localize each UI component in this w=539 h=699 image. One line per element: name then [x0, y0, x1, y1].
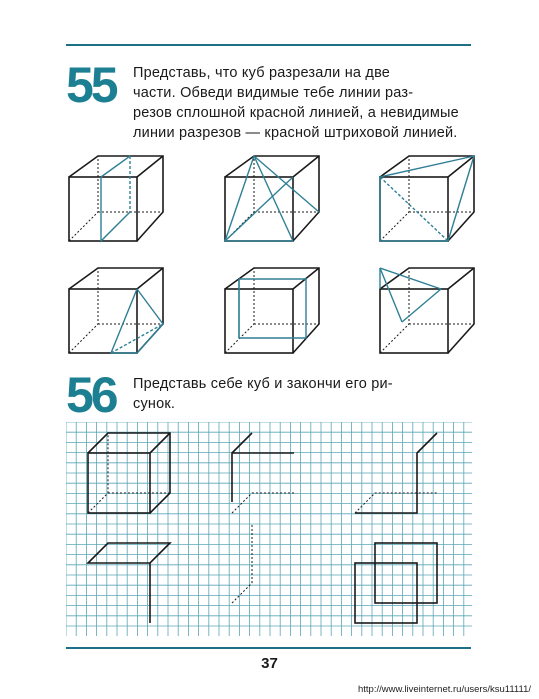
task-56-number: 56	[66, 367, 116, 423]
task-55-line-3: резов сплошной красной линией, а невидимые	[133, 105, 459, 121]
task-56-line-1: Представь себе куб и закончи его ри-	[133, 376, 393, 392]
bottom-divider	[66, 647, 471, 649]
task-55-line-4: линии разрезов — красной штриховой линией.	[133, 125, 458, 141]
graph-paper-grid	[66, 422, 472, 636]
page-number: 37	[261, 655, 278, 672]
task-55-line-2: части. Обведи видимые тебе линии раз-	[133, 85, 414, 101]
task-56-text	[133, 374, 473, 414]
cube-figure-3	[377, 150, 477, 250]
cube-drawing-2	[232, 433, 294, 502]
watermark-url: http://www.liveinternet.ru/users/ksu11111/	[357, 684, 531, 695]
task-55-text	[133, 63, 473, 143]
cube-drawing-5	[232, 523, 252, 603]
cube-figure-1	[66, 150, 166, 250]
task-55-line-1: Представь, что куб разрезали на две	[133, 65, 391, 81]
cube-figure-6	[377, 262, 477, 362]
cube-figure-4	[66, 262, 166, 362]
top-divider	[66, 44, 471, 46]
cube-figure-5	[222, 262, 322, 362]
task-56-line-2: сунок.	[133, 396, 176, 412]
task-55-number: 55	[66, 57, 116, 113]
cube-figure-2	[222, 150, 322, 250]
